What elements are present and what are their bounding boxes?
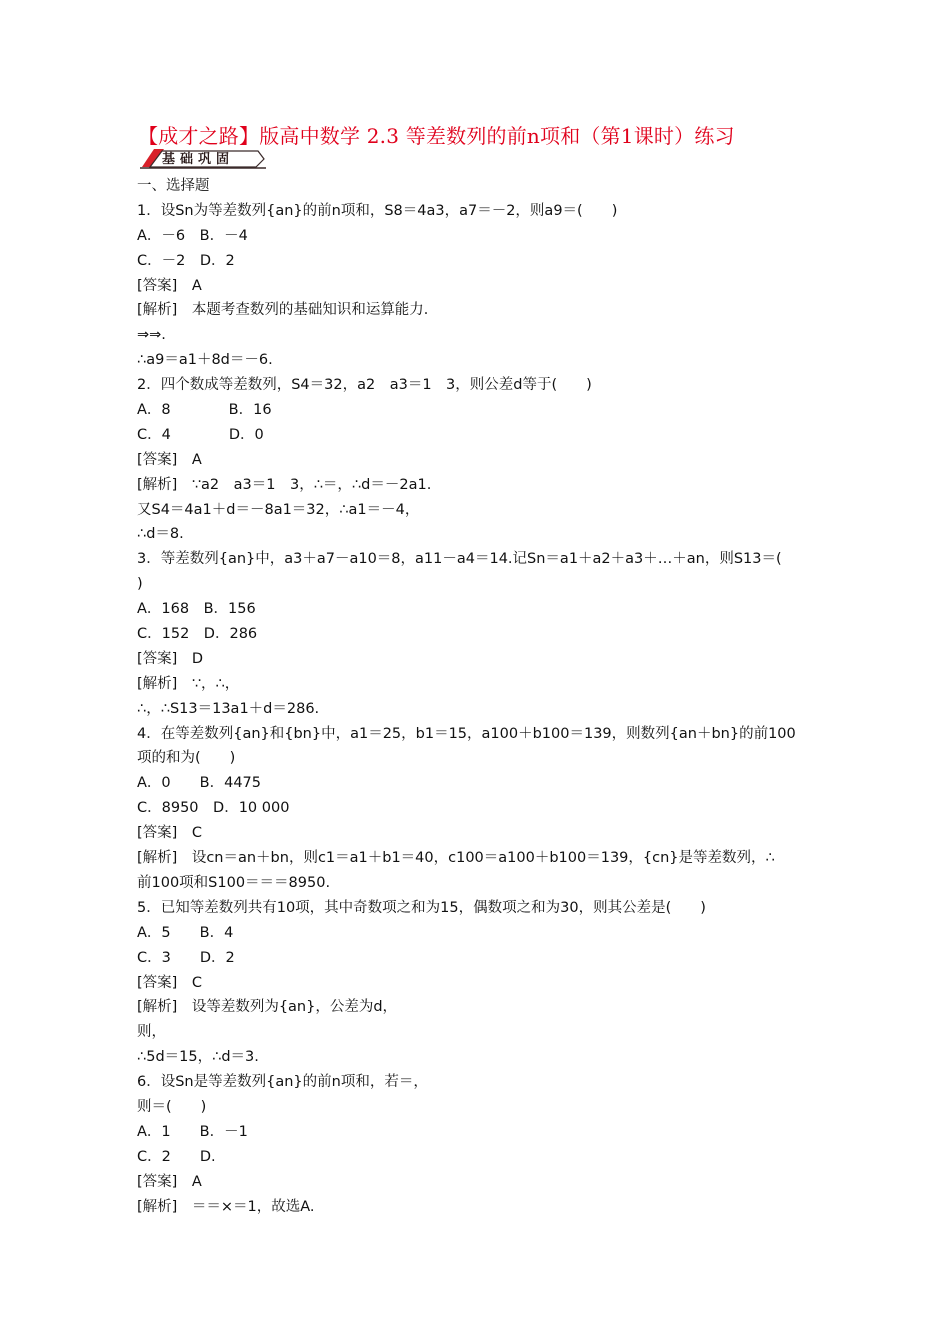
- q2-options-cd: C．4 D．0: [137, 426, 264, 443]
- document-title: 【成才之路】版高中数学 2.3 等差数列的前n项和（第1课时）练习: [138, 124, 735, 148]
- q6-options-ab: A．1 B．－1: [137, 1123, 248, 1140]
- question-6-cont: 则＝( ): [137, 1098, 207, 1115]
- q4-analysis-line: 前100项和S100＝＝＝8950.: [137, 874, 331, 891]
- q5-analysis: [解析] 设等差数列为{an}，公差为d，: [137, 999, 398, 1016]
- question-3: 3．等差数列{an}中，a3＋a7－a10＝8，a11－a4＝14.记Sn＝a1＋a2＋a3＋…＋an，则S13＝(: [137, 551, 782, 568]
- q6-answer: [答案] A: [137, 1173, 202, 1190]
- banner-label: 基础巩固: [162, 152, 235, 167]
- q1-options-ab: A．－6 B．－4: [137, 227, 248, 244]
- section-heading: 一、选择题: [137, 178, 210, 194]
- q1-options-cd: C．－2 D．2: [137, 252, 235, 269]
- q2-answer: [答案] A: [137, 451, 202, 468]
- q5-options-cd: C．3 D．2: [137, 949, 235, 966]
- q5-answer: [答案] C: [137, 974, 202, 991]
- q5-analysis-line: ∴5d＝15，∴d＝3.: [137, 1049, 259, 1066]
- q3-options-ab: A．168 B．156: [137, 601, 256, 618]
- q2-analysis: [解析] ∵a2 a3＝1 3，∴＝，∴d＝－2a1.: [137, 476, 432, 493]
- question-4: 4．在等差数列{an}和{bn}中，a1＝25，b1＝15，a100＋b100＝139，则数列{an＋bn}的前100: [137, 725, 796, 742]
- q1-analysis-line: ⇒⇒.: [137, 327, 166, 344]
- q4-options-cd: C．8950 D．10 000: [137, 800, 290, 817]
- question-5: 5．已知等差数列共有10项，其中奇数项之和为15，偶数项之和为30，则其公差是( ): [137, 899, 706, 916]
- q3-answer: [答案] D: [137, 650, 203, 667]
- exercise-content: [137, 174, 827, 1219]
- section-banner: [140, 147, 268, 169]
- q2-options-ab: A．8 B．16: [137, 402, 272, 419]
- question-2: 2．四个数成等差数列，S4＝32，a2 a3＝1 3，则公差d等于( ): [137, 377, 592, 394]
- q3-analysis: [解析] ∵，∴，: [137, 675, 240, 692]
- q5-options-ab: A．5 B．4: [137, 924, 234, 941]
- q6-options-cd: C．2 D.: [137, 1148, 216, 1165]
- q4-answer: [答案] C: [137, 825, 202, 842]
- q3-analysis-line: ∴，∴S13＝13a1＋d＝286.: [137, 700, 320, 717]
- q1-answer: [答案] A: [137, 277, 202, 294]
- q2-analysis-line: ∴d＝8.: [137, 526, 184, 543]
- q2-analysis-line: 又S4＝4a1＋d＝－8a1＝32，∴a1＝－4，: [137, 501, 420, 518]
- q1-analysis-line: ∴a9＝a1＋8d＝－6.: [137, 352, 273, 369]
- q6-analysis: [解析] ＝＝×＝1，故选A.: [137, 1198, 315, 1215]
- question-1: 1．设Sn为等差数列{an}的前n项和，S8＝4a3，a7＝－2，则a9＝( ): [137, 202, 618, 219]
- question-3-cont: ): [137, 576, 143, 593]
- q1-analysis: [解析] 本题考查数列的基础知识和运算能力．: [137, 302, 439, 319]
- question-4-cont: 项的和为( ): [137, 750, 236, 767]
- q5-analysis-line: 则，: [137, 1024, 166, 1041]
- q4-analysis: [解析] 设cn＝an＋bn，则c1＝a1＋b1＝40，c100＝a100＋b100＝139，{cn}是等差数列，∴: [137, 850, 775, 867]
- q3-options-cd: C．152 D．286: [137, 626, 258, 643]
- q4-options-ab: A．0 B．4475: [137, 775, 261, 792]
- question-6: 6．设Sn是等差数列{an}的前n项和，若＝，: [137, 1074, 428, 1091]
